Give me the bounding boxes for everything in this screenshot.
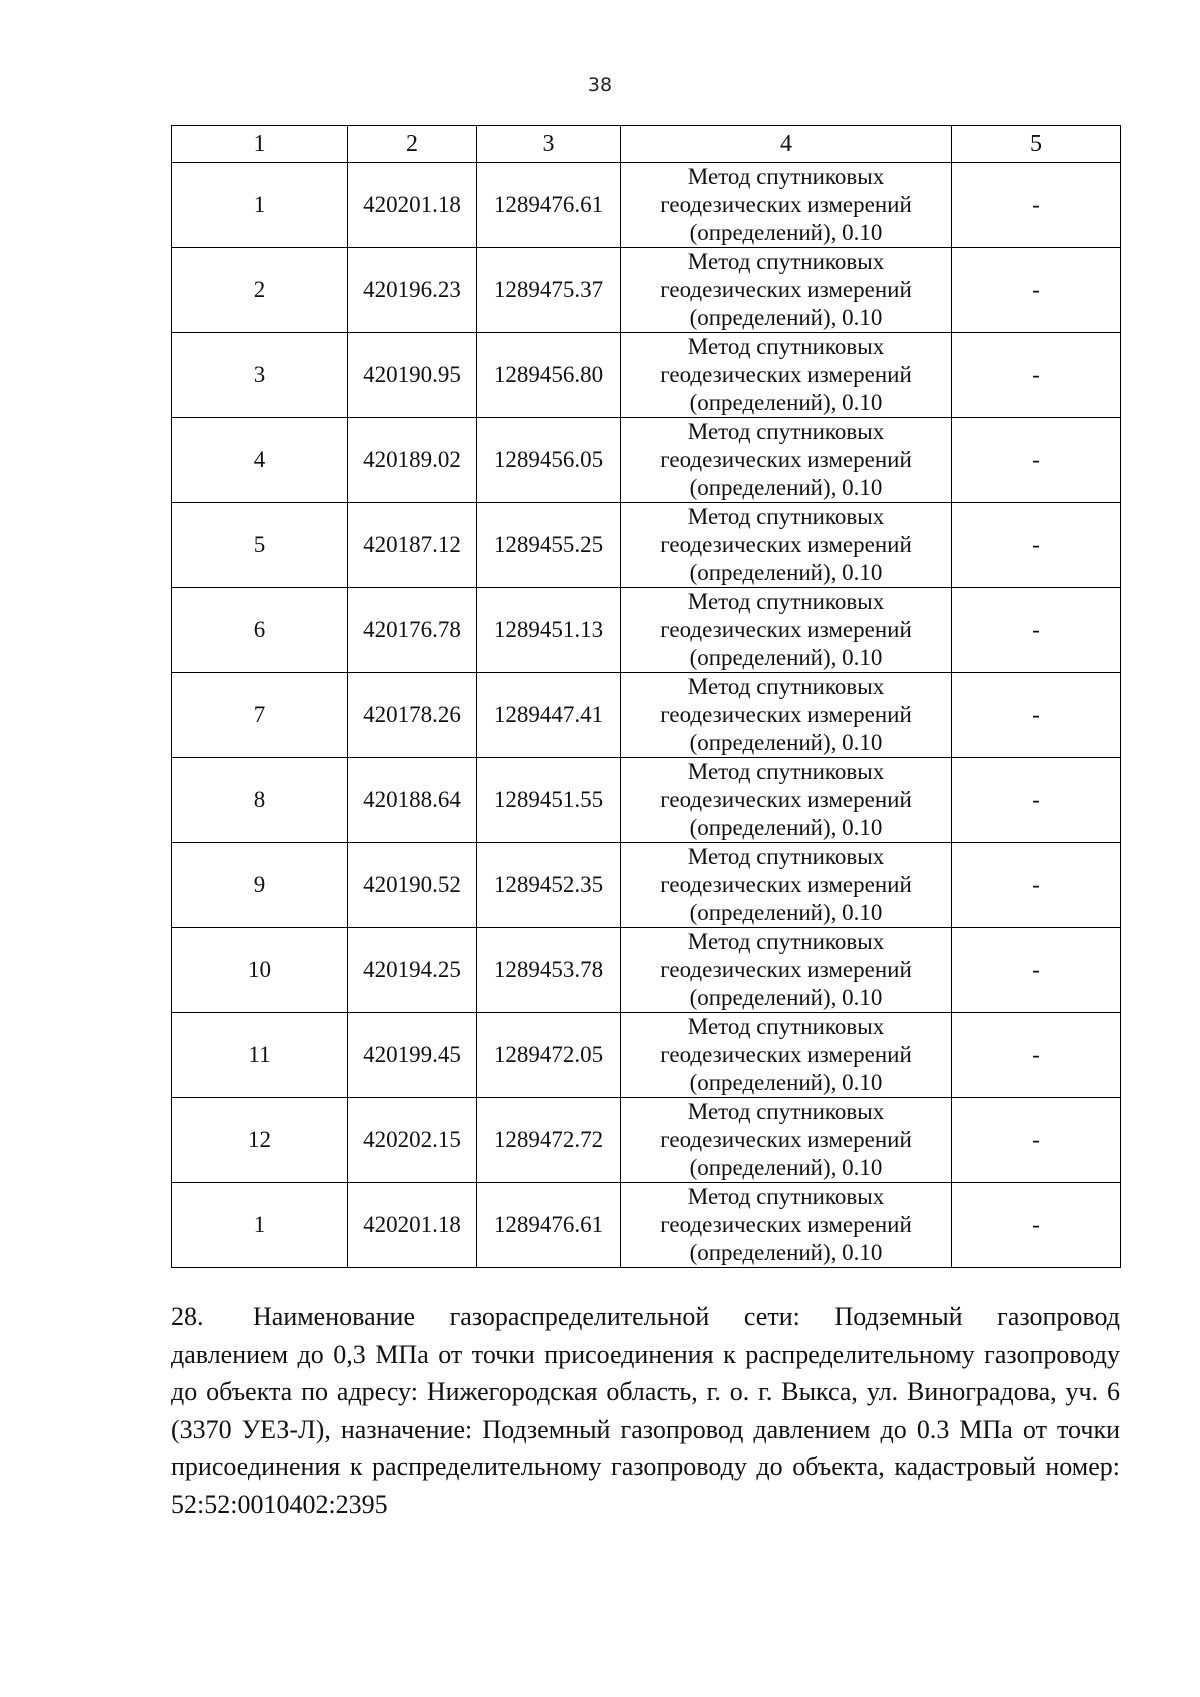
table-row [172, 163, 1121, 248]
header-cell-1: 1 [172, 126, 348, 163]
x-coordinate-cell: 420189.02 [348, 418, 477, 503]
method-line: геодезических измерений [660, 447, 912, 472]
x-coordinate-cell: 420201.18 [348, 1183, 477, 1268]
method-cell [621, 333, 952, 418]
table-row [172, 588, 1121, 673]
method-line: Метод спутниковых [687, 504, 885, 529]
method-line: Метод спутниковых [687, 249, 885, 274]
y-coordinate-cell: 1289456.05 [477, 418, 621, 503]
header-cell-5: 5 [952, 126, 1121, 163]
paragraph-number: 28. [171, 1302, 204, 1331]
method-cell [621, 928, 952, 1013]
method-line: (определений), 0.10 [689, 900, 883, 925]
y-coordinate-cell: 1289453.78 [477, 928, 621, 1013]
x-coordinate-cell: 420190.95 [348, 333, 477, 418]
method-line: геодезических измерений [660, 787, 912, 812]
note-cell: - [952, 1013, 1121, 1098]
method-line: геодезических измерений [660, 362, 912, 387]
method-line: геодезических измерений [660, 532, 912, 557]
method-cell [621, 418, 952, 503]
method-cell [621, 588, 952, 673]
method-line: Метод спутниковых [687, 1184, 885, 1209]
point-number-cell: 9 [172, 843, 348, 928]
method-line: геодезических измерений [660, 1127, 912, 1152]
point-number-cell: 11 [172, 1013, 348, 1098]
method-line: Метод спутниковых [687, 844, 885, 869]
point-number-cell: 5 [172, 503, 348, 588]
note-cell: - [952, 928, 1121, 1013]
method-line: геодезических измерений [660, 617, 912, 642]
method-line: (определений), 0.10 [689, 560, 883, 585]
method-line: (определений), 0.10 [689, 1070, 883, 1095]
paragraph-28 [171, 1298, 1120, 1523]
table-row [172, 503, 1121, 588]
note-cell: - [952, 503, 1121, 588]
table-row [172, 333, 1121, 418]
note-cell: - [952, 248, 1121, 333]
point-number-cell: 3 [172, 333, 348, 418]
y-coordinate-cell: 1289452.35 [477, 843, 621, 928]
table-row [172, 928, 1121, 1013]
x-coordinate-cell: 420196.23 [348, 248, 477, 333]
x-coordinate-cell: 420202.15 [348, 1098, 477, 1183]
x-coordinate-cell: 420190.52 [348, 843, 477, 928]
x-coordinate-cell: 420194.25 [348, 928, 477, 1013]
note-cell: - [952, 163, 1121, 248]
point-number-cell: 8 [172, 758, 348, 843]
method-line: геодезических измерений [660, 277, 912, 302]
y-coordinate-cell: 1289456.80 [477, 333, 621, 418]
table-body [172, 163, 1121, 1268]
method-line: (определений), 0.10 [689, 390, 883, 415]
point-number-cell: 7 [172, 673, 348, 758]
method-cell [621, 673, 952, 758]
method-line: (определений), 0.10 [689, 815, 883, 840]
method-cell [621, 248, 952, 333]
header-cell-2: 2 [348, 126, 477, 163]
method-cell [621, 758, 952, 843]
point-number-cell: 12 [172, 1098, 348, 1183]
point-number-cell: 10 [172, 928, 348, 1013]
method-line: (определений), 0.10 [689, 305, 883, 330]
method-line: геодезических измерений [660, 957, 912, 982]
method-line: (определений), 0.10 [689, 645, 883, 670]
y-coordinate-cell: 1289476.61 [477, 163, 621, 248]
header-row [172, 126, 1121, 163]
table-row [172, 1013, 1121, 1098]
header-cell-4: 4 [621, 126, 952, 163]
method-cell [621, 1013, 952, 1098]
x-coordinate-cell: 420201.18 [348, 163, 477, 248]
method-cell [621, 503, 952, 588]
method-cell [621, 163, 952, 248]
y-coordinate-cell: 1289472.05 [477, 1013, 621, 1098]
method-line: (определений), 0.10 [689, 730, 883, 755]
y-coordinate-cell: 1289451.13 [477, 588, 621, 673]
table-header [172, 126, 1121, 163]
note-cell: - [952, 418, 1121, 503]
method-line: Метод спутниковых [687, 334, 885, 359]
x-coordinate-cell: 420176.78 [348, 588, 477, 673]
note-cell: - [952, 1098, 1121, 1183]
table-row [172, 418, 1121, 503]
y-coordinate-cell: 1289475.37 [477, 248, 621, 333]
method-line: геодезических измерений [660, 192, 912, 217]
method-line: Метод спутниковых [687, 1014, 885, 1039]
x-coordinate-cell: 420199.45 [348, 1013, 477, 1098]
note-cell: - [952, 588, 1121, 673]
page-number: 38 [587, 74, 613, 96]
paragraph-text: Наименование газораспределительной сети: Подземный газопровод давлением до 0,3 МПа от точки присоединения к распределительному газопроводу до объекта по адресу: Нижегородская область, г. о. г. Выкса, ул. Виноградова, уч. 6 (3370 УЕЗ-Л), назначение: Подземный газопровод давлением до 0.3 МПа от точки присоединения к распределительному газопроводу до объекта, кадастровый номер: 52:52:0010402:2395 [171, 1302, 1120, 1519]
method-cell [621, 1098, 952, 1183]
note-cell: - [952, 758, 1121, 843]
header-cell-3: 3 [477, 126, 621, 163]
method-line: Метод спутниковых [687, 1099, 885, 1124]
table-row [172, 1183, 1121, 1268]
method-line: геодезических измерений [660, 1042, 912, 1067]
table-row [172, 1098, 1121, 1183]
table-row [172, 248, 1121, 333]
method-line: (определений), 0.10 [689, 1240, 883, 1265]
point-number-cell: 1 [172, 163, 348, 248]
table-row [172, 673, 1121, 758]
method-line: Метод спутниковых [687, 419, 885, 444]
note-cell: - [952, 673, 1121, 758]
method-line: Метод спутниковых [687, 674, 885, 699]
method-cell [621, 843, 952, 928]
point-number-cell: 2 [172, 248, 348, 333]
method-line: Метод спутниковых [687, 929, 885, 954]
table-row [172, 758, 1121, 843]
table-row [172, 843, 1121, 928]
point-number-cell: 1 [172, 1183, 348, 1268]
method-line: (определений), 0.10 [689, 985, 883, 1010]
method-line: геодезических измерений [660, 1212, 912, 1237]
method-line: Метод спутниковых [687, 589, 885, 614]
point-number-cell: 4 [172, 418, 348, 503]
point-number-cell: 6 [172, 588, 348, 673]
method-line: (определений), 0.10 [689, 1155, 883, 1180]
method-cell [621, 1183, 952, 1268]
y-coordinate-cell: 1289476.61 [477, 1183, 621, 1268]
y-coordinate-cell: 1289451.55 [477, 758, 621, 843]
x-coordinate-cell: 420187.12 [348, 503, 477, 588]
y-coordinate-cell: 1289472.72 [477, 1098, 621, 1183]
method-line: (определений), 0.10 [689, 475, 883, 500]
note-cell: - [952, 843, 1121, 928]
method-line: геодезических измерений [660, 702, 912, 727]
method-line: Метод спутниковых [687, 759, 885, 784]
coordinates-table [171, 125, 1121, 1268]
y-coordinate-cell: 1289455.25 [477, 503, 621, 588]
y-coordinate-cell: 1289447.41 [477, 673, 621, 758]
note-cell: - [952, 333, 1121, 418]
note-cell: - [952, 1183, 1121, 1268]
x-coordinate-cell: 420178.26 [348, 673, 477, 758]
method-line: (определений), 0.10 [689, 220, 883, 245]
method-line: геодезических измерений [660, 872, 912, 897]
x-coordinate-cell: 420188.64 [348, 758, 477, 843]
method-line: Метод спутниковых [687, 164, 885, 189]
